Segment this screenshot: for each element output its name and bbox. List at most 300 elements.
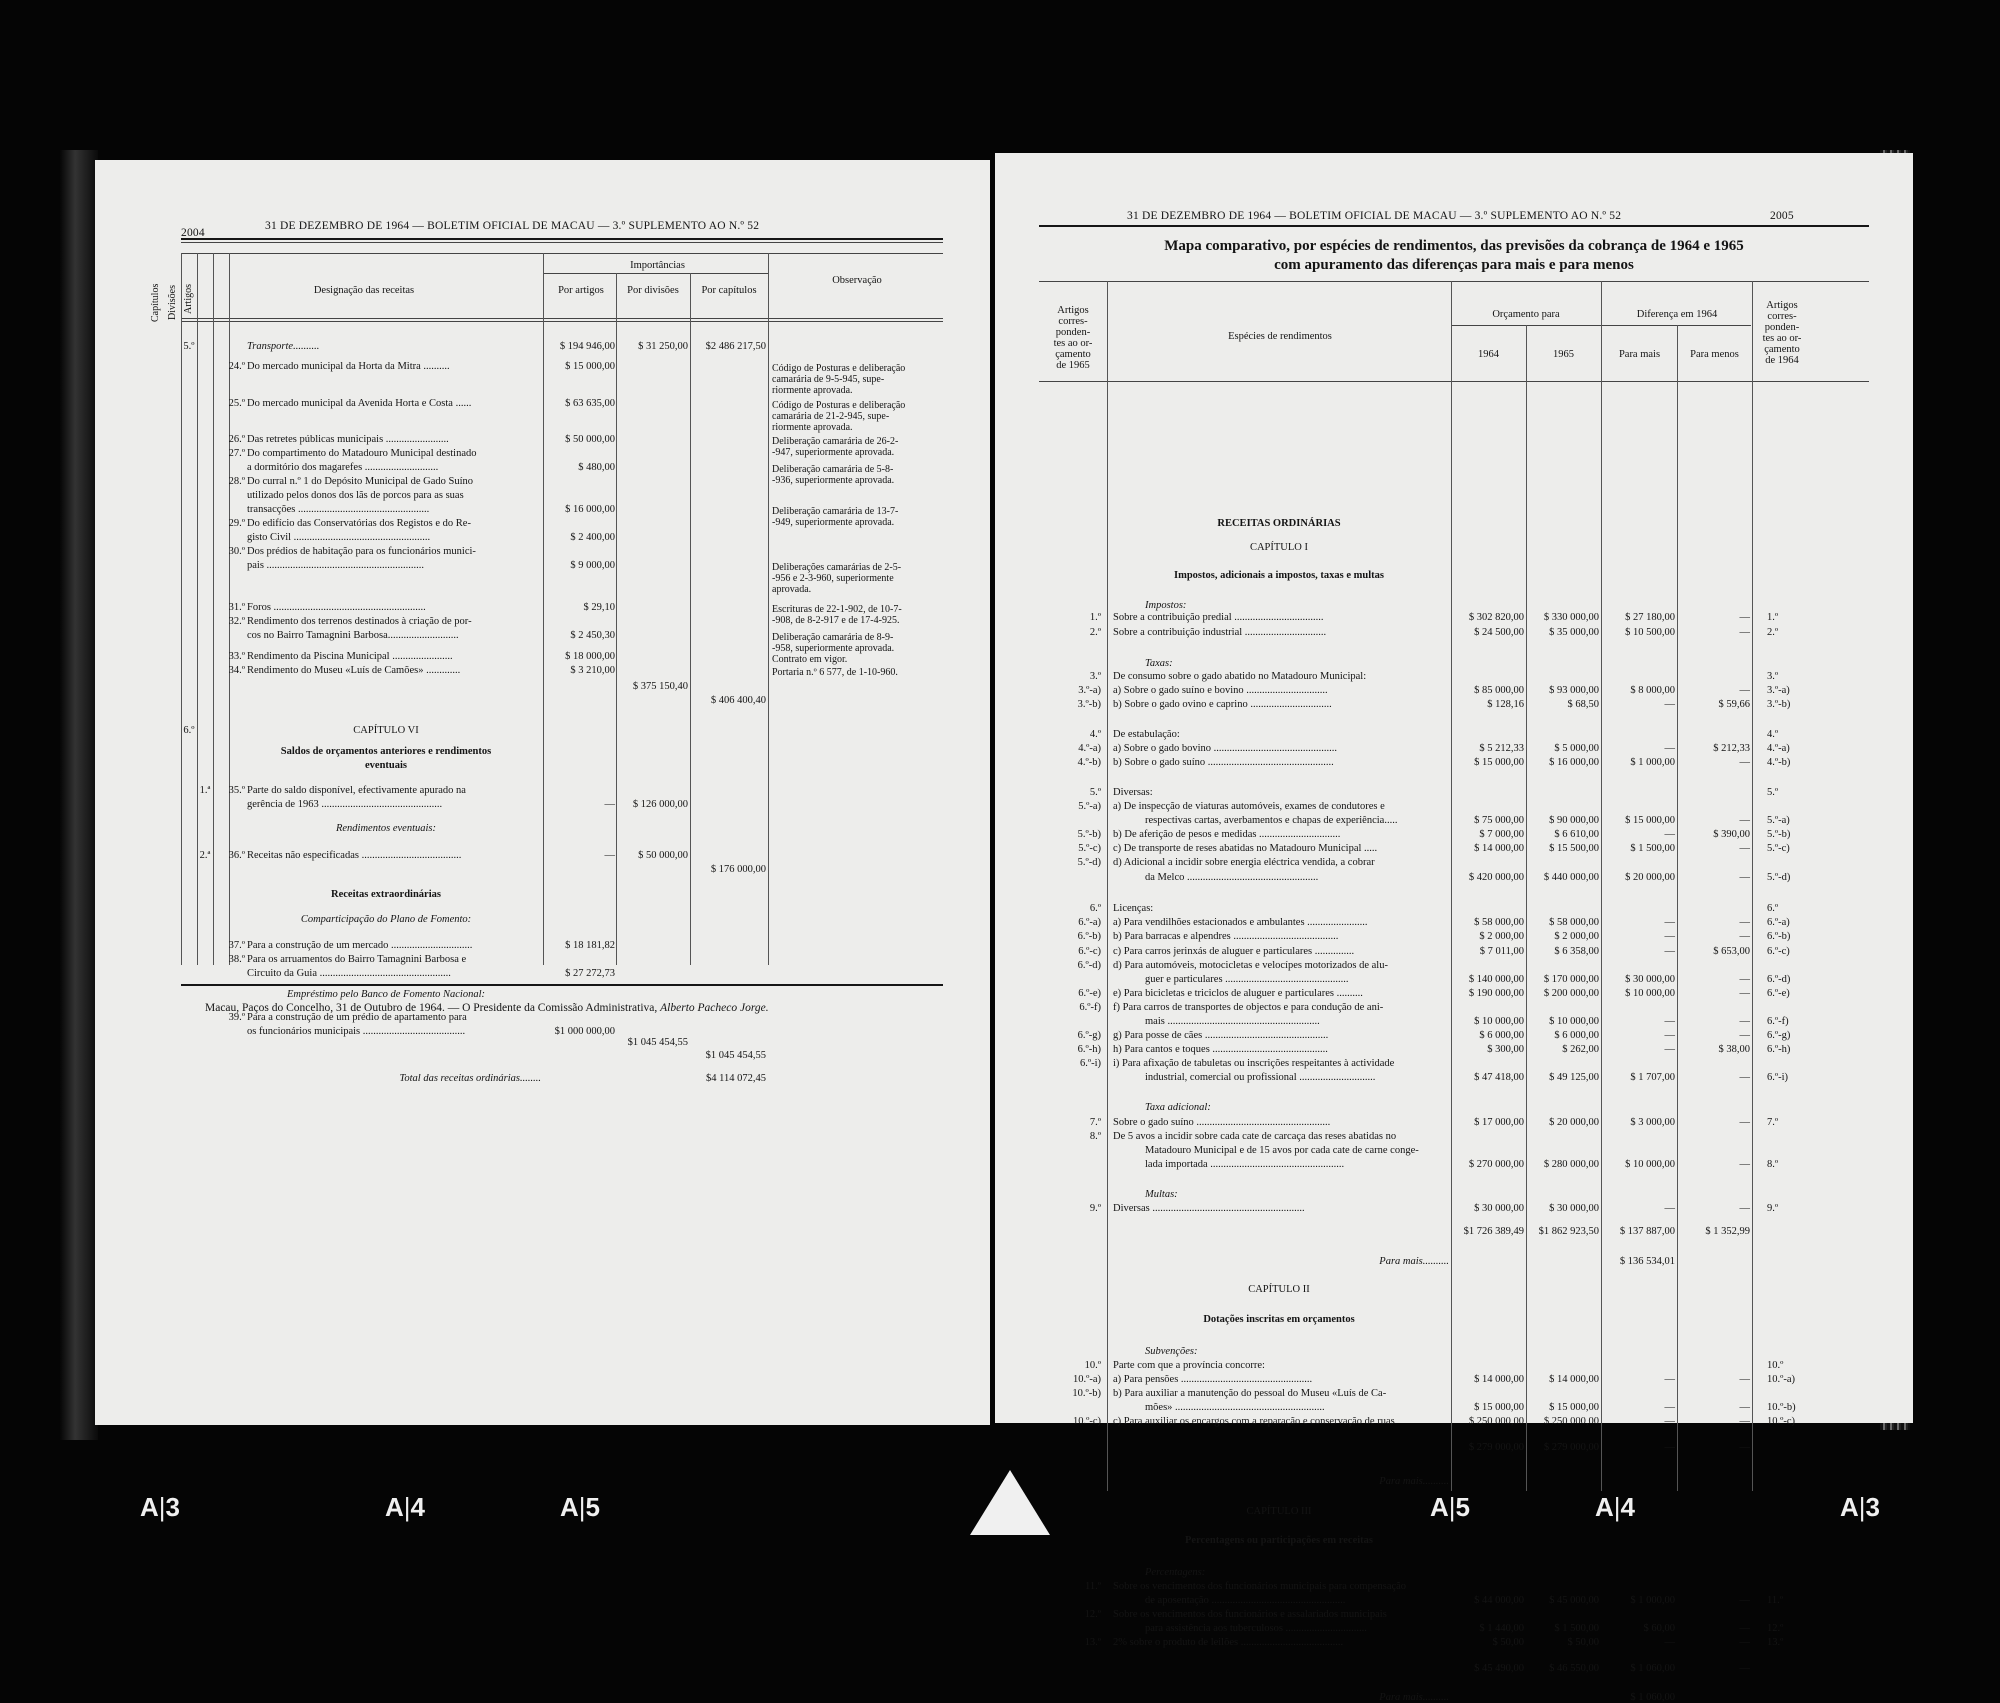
- film-notch: [970, 1470, 1050, 1535]
- difference-para-menos: $ 653,00: [1713, 945, 1750, 957]
- revenue-kind-line: a) De inspecção de viaturas automóveis, exames de condutores e: [1113, 801, 1385, 813]
- left-footer: [205, 1002, 769, 1014]
- observation-line: Deliberação camarária de 8-9-: [772, 632, 894, 644]
- observation-line: -936, superiormente aprovada.: [772, 474, 895, 486]
- value-1965: $ 30 000,00: [1549, 1203, 1599, 1215]
- col-header-fragment: corres-: [1058, 316, 1088, 327]
- revenue-line: Rendimento do Museu «Luís de Camões» .............: [247, 664, 461, 676]
- article-1964: 10.º-b): [1767, 1402, 1796, 1414]
- revenue-line: Do edifício das Conservatórias dos Registos e do Re-: [247, 518, 471, 530]
- revenue-line: pais ............................................................: [247, 560, 425, 572]
- observation-line: camarária de 21-2-945, supe-: [772, 411, 890, 423]
- value-1964: $ 50,00: [1492, 1637, 1524, 1649]
- amount-por-capitulos: $1 045 454,55: [705, 1050, 766, 1062]
- article-1965: 6.º-c): [1078, 945, 1101, 957]
- film-frame-mark: A|4: [385, 1492, 426, 1522]
- value-1965: $ 46 550,00: [1549, 1662, 1599, 1674]
- article-number: 24.º: [228, 361, 245, 373]
- revenue-line: transacções ..................................................: [247, 504, 430, 516]
- revenue-kind-line: 2% sobre o produto de leilões .......................................: [1113, 1637, 1344, 1649]
- article-1965: 9.º: [1089, 1203, 1101, 1215]
- revenue-line: Empréstimo pelo Banco de Fomento Nacional:: [286, 988, 485, 1000]
- article-number: 27.º: [228, 447, 245, 459]
- observation-line: Contrato em vigor.: [772, 654, 848, 666]
- value-1964: $ 7 000,00: [1479, 829, 1524, 841]
- revenue-kind-line: Subvenções:: [1145, 1346, 1198, 1358]
- amount-por-artigos: $ 194 946,00: [559, 340, 615, 352]
- article-1965: 6.º-h): [1077, 1043, 1101, 1055]
- article-1964: 10.º-c): [1767, 1416, 1796, 1428]
- article-1965: 10.º: [1084, 1360, 1101, 1372]
- amount-por-capitulos: $ 406 400,40: [710, 695, 766, 707]
- chapter-number: 5.º: [183, 340, 195, 352]
- article-number: 26.º: [228, 433, 245, 445]
- value-1964: $ 190 000,00: [1468, 987, 1524, 999]
- amount-por-capitulos: $4 114 072,45: [706, 1073, 766, 1085]
- article-1965: 6.º-b): [1077, 931, 1101, 943]
- difference-para-menos: —: [1739, 1374, 1750, 1386]
- table-title-line1: Mapa comparativo, por espécies de rendimentos, das previsões da cobrança de 1964 e 1965: [1164, 238, 1744, 254]
- value-1965: $ 200 000,00: [1543, 987, 1599, 999]
- col-header-fragment: Artigos: [1766, 300, 1798, 311]
- article-number: 35.º: [228, 784, 245, 796]
- article-1965: 10.º-a): [1072, 1374, 1101, 1386]
- article-1964: 12.º: [1767, 1623, 1784, 1635]
- difference-para-mais: $ 1 000,00: [1630, 1595, 1675, 1606]
- revenue-line: Circuito da Guia ..................................................: [247, 968, 451, 980]
- col-header-fragment: çamento: [1764, 344, 1800, 355]
- value-1965: $ 1 500,00: [1554, 1623, 1599, 1635]
- article-1964: 3.º-a): [1767, 685, 1790, 697]
- difference-para-mais: $ 3 000,00: [1630, 1116, 1675, 1128]
- revenue-kind-line: b) Sobre o gado ovino e caprino ...............................: [1113, 699, 1332, 711]
- difference-para-mais: —: [1664, 829, 1675, 841]
- value-1965: $ 2 000,00: [1554, 931, 1599, 943]
- value-1965: $1 862 923,50: [1538, 1226, 1599, 1238]
- difference-para-menos: —: [1739, 815, 1750, 827]
- difference-para-mais: $ 136 534,01: [1619, 1255, 1675, 1267]
- difference-para-menos: —: [1739, 1203, 1750, 1215]
- article-1964: 2.º: [1767, 626, 1779, 638]
- article-1965: 6.º-g): [1077, 1029, 1101, 1041]
- revenue-kind-line: Sobre a contribuição industrial ...............................: [1113, 626, 1327, 638]
- revenue-kind-line: da Melco ..................................................: [1145, 871, 1319, 883]
- col-header-por-divisoes: Por divisões: [627, 285, 679, 296]
- amount-por-divisoes: $ 375 150,40: [632, 681, 688, 693]
- col-header-especies: Espécies de rendimentos: [1228, 331, 1332, 342]
- article-1964: 6.º-i): [1767, 1071, 1789, 1083]
- revenue-line: Rendimento da Piscina Municipal .......................: [247, 650, 453, 662]
- revenue-line: Total das receitas ordinárias........: [399, 1073, 541, 1085]
- article-number: 29.º: [228, 518, 245, 530]
- article-1965: 7.º: [1089, 1116, 1101, 1128]
- value-1965: $ 6 000,00: [1554, 1029, 1599, 1041]
- difference-para-mais: $ 137 887,00: [1619, 1226, 1675, 1238]
- head-rule: [181, 238, 943, 240]
- difference-para-mais: —: [1664, 1441, 1675, 1453]
- col-header-diferenca: Diferença em 1964: [1636, 309, 1718, 320]
- revenue-kind-line: Parte com que a província concorre:: [1113, 1360, 1265, 1372]
- revenue-kind-line: d) Para automóveis, motocicletas e velocípes motorizados de alu-: [1113, 959, 1388, 971]
- article-number: 25.º: [228, 398, 245, 410]
- difference-para-menos: —: [1739, 1071, 1750, 1083]
- article-1965: 13.º: [1084, 1637, 1101, 1649]
- revenue-line: Para os arruamentos do Bairro Tamagnini Barbosa e: [247, 954, 467, 966]
- observation-line: -956 e 2-3-960, superiormente: [772, 573, 894, 585]
- col-header-fragment: tes ao or-: [1053, 338, 1093, 349]
- difference-para-menos: —: [1739, 1116, 1750, 1128]
- revenue-line: Para a construção de um mercado ...............................: [247, 940, 473, 952]
- article-1965: 5.º-a): [1078, 801, 1101, 813]
- observation-line: -947, superiormente aprovada.: [772, 446, 895, 458]
- value-1964: $ 7 011,00: [1479, 945, 1524, 957]
- table-title-line2: com apuramento das diferenças para mais e para menos: [1274, 257, 1634, 273]
- observation-line: riormente aprovada.: [772, 422, 853, 434]
- value-1964: $ 24 500,00: [1474, 626, 1524, 638]
- revenue-kind-line: CAPÍTULO I: [1249, 542, 1309, 554]
- amount-por-divisoes: $1 045 454,55: [627, 1037, 688, 1049]
- value-1964: $ 420 000,00: [1468, 871, 1524, 883]
- difference-para-mais: —: [1664, 1374, 1675, 1386]
- value-1964: $ 6 000,00: [1479, 1029, 1524, 1041]
- revenue-kind-line: Taxas:: [1145, 658, 1173, 670]
- article-1965: 1.º: [1089, 612, 1101, 624]
- value-1965: $ 6 610,00: [1554, 829, 1599, 841]
- value-1964: $ 75 000,00: [1474, 815, 1524, 827]
- value-1965: $ 280 000,00: [1543, 1158, 1599, 1170]
- revenue-kind-line: Multas:: [1145, 1189, 1178, 1201]
- difference-para-mais: $ 1 060,00: [1630, 1691, 1675, 1703]
- amount-por-artigos: —: [604, 798, 615, 810]
- revenue-kind-line: guer e particulares ...............................................: [1145, 973, 1349, 985]
- revenue-kind-line: c) Para carros jerinxás de aluguer e particulares ...............: [1113, 945, 1355, 957]
- revenue-kind-line: a) Para vendilhões estacionados e ambulantes .......................: [1113, 917, 1368, 929]
- value-1964: $ 14 000,00: [1474, 843, 1524, 855]
- difference-para-mais: $ 10 000,00: [1625, 987, 1675, 999]
- difference-para-mais: $ 20 000,00: [1625, 871, 1675, 883]
- difference-para-menos: —: [1739, 931, 1750, 943]
- value-1964: $ 58 000,00: [1474, 917, 1524, 929]
- article-1964: 6.º-b): [1767, 931, 1791, 943]
- value-1964: $ 140 000,00: [1468, 973, 1524, 985]
- article-1964: 8.º: [1767, 1158, 1779, 1170]
- difference-para-mais: $ 1 000,00: [1630, 756, 1675, 768]
- value-1965: $ 20 000,00: [1549, 1116, 1599, 1128]
- difference-para-menos: —: [1739, 1402, 1750, 1414]
- value-1964: $ 85 000,00: [1474, 685, 1524, 697]
- chapter-number: 6.º: [183, 724, 195, 736]
- revenue-line: Das retretes públicas municipais ........................: [247, 433, 449, 445]
- revenue-kind-line: lada importada ...................................................: [1145, 1158, 1345, 1170]
- value-1965: $ 14 000,00: [1549, 1374, 1599, 1386]
- value-1964: $ 44 000,00: [1474, 1595, 1524, 1606]
- difference-para-menos: $ 1 352,99: [1705, 1226, 1750, 1238]
- difference-para-mais: $ 8 000,00: [1630, 685, 1675, 697]
- observation-line: riormente aprovada.: [772, 385, 853, 397]
- right-page-number: 2005: [1770, 210, 1794, 222]
- article-1965: 3.º-a): [1078, 685, 1101, 697]
- revenue-line: Foros ..........................................................: [247, 602, 426, 614]
- value-1965: $ 45 000,00: [1549, 1595, 1599, 1606]
- revenue-kind-line: Percentagens ou participações em receitas: [1185, 1535, 1373, 1547]
- observation-line: Deliberações camarárias de 2-5-: [772, 562, 902, 574]
- difference-para-mais: $ 10 500,00: [1625, 626, 1675, 638]
- revenue-kind-line: a) Sobre o gado bovino ...............................................: [1113, 742, 1337, 754]
- difference-para-menos: $ 38,00: [1718, 1043, 1750, 1055]
- revenue-kind-line: CAPÍTULO III: [1246, 1505, 1312, 1517]
- revenue-kind-line: De estabulação:: [1113, 728, 1180, 740]
- revenue-line: Do mercado municipal da Horta da Mitra ..........: [247, 361, 450, 373]
- value-1964: $ 15 000,00: [1474, 756, 1524, 768]
- difference-para-menos: —: [1739, 1029, 1750, 1041]
- difference-para-menos: —: [1739, 612, 1750, 624]
- article-1964: 13.º: [1767, 1637, 1784, 1649]
- amount-por-artigos: $ 27 272,73: [565, 968, 615, 980]
- revenue-kind-line: Para mais..........: [1379, 1476, 1449, 1488]
- difference-para-menos: —: [1739, 626, 1750, 638]
- amount-por-artigos: $ 2 400,00: [570, 532, 615, 544]
- value-1965: $ 50,00: [1567, 1637, 1599, 1649]
- col-header-importancias: Importâncias: [630, 260, 685, 271]
- footer-text: Macau, Paços do Concelho, 31 de Outubro de 1964. — O Presidente da Comissão Administrativa,: [205, 1002, 658, 1014]
- article-1965: 10.º-c): [1072, 1416, 1101, 1428]
- revenue-line: Saldos de orçamentos anteriores e rendimentos: [280, 746, 492, 758]
- difference-para-mais: $ 30 000,00: [1625, 973, 1675, 985]
- col-header-artigos: Artigos: [183, 284, 194, 314]
- difference-para-menos: —: [1739, 987, 1750, 999]
- difference-para-menos: —: [1739, 871, 1750, 883]
- value-1965: $ 58 000,00: [1549, 917, 1599, 929]
- left-binding-shadow: [60, 150, 98, 1440]
- article-1964: 10.º-a): [1767, 1374, 1796, 1386]
- article-1965: 12.º: [1084, 1609, 1101, 1621]
- revenue-line: Receitas não especificadas ......................................: [247, 849, 462, 861]
- value-1965: $ 330 000,00: [1543, 612, 1599, 624]
- left-page: [95, 160, 990, 1425]
- revenue-kind-line: Sobre os vencimentos dos funcionários municipais para compensação: [1113, 1580, 1407, 1592]
- value-1964: $ 17 000,00: [1474, 1116, 1524, 1128]
- value-1965: $ 15 500,00: [1549, 843, 1599, 855]
- article-1965: 11.º: [1085, 1580, 1101, 1592]
- amount-por-artigos: $ 63 635,00: [565, 398, 615, 410]
- observation-line: Deliberação camarária de 5-8-: [772, 463, 894, 475]
- difference-para-menos: —: [1739, 973, 1750, 985]
- difference-para-menos: $ 390,00: [1713, 829, 1750, 841]
- col-header-fragment: ponden-: [1764, 322, 1800, 333]
- revenue-line: gisto Civil ....................................................: [247, 532, 431, 544]
- amount-por-artigos: $ 50 000,00: [565, 433, 615, 445]
- article-1964: 5.º-d): [1767, 871, 1791, 883]
- article-number: 36.º: [228, 849, 245, 861]
- article-1964: 5.º-a): [1767, 815, 1790, 827]
- article-1964: 9.º: [1767, 1203, 1779, 1215]
- film-frame-mark: A|3: [140, 1492, 181, 1522]
- article-1964: 6.º-g): [1767, 1029, 1791, 1041]
- difference-para-mais: $ 27 180,00: [1625, 612, 1675, 624]
- col-header-por-capitulos: Por capítulos: [701, 285, 757, 296]
- amount-por-capitulos: $2 486 217,50: [705, 340, 766, 352]
- article-1964: 10.º: [1767, 1360, 1784, 1372]
- article-1965: 6.º: [1089, 903, 1101, 915]
- value-1964: $ 30 000,00: [1474, 1203, 1524, 1215]
- article-1964: 11.º: [1767, 1595, 1783, 1606]
- amount-por-artigos: $1 000 000,00: [554, 1025, 615, 1037]
- value-1964: $ 128,16: [1487, 699, 1524, 711]
- difference-para-menos: —: [1739, 1637, 1750, 1649]
- revenue-line: gerência de 1963 ..............................................: [247, 798, 443, 810]
- article-1965: 4.º-b): [1077, 756, 1101, 768]
- value-1965: $ 6 358,00: [1554, 945, 1599, 957]
- article-1964: 5.º-b): [1767, 829, 1791, 841]
- article-number: 31.º: [228, 602, 245, 614]
- revenue-kind-line: Matadouro Municipal e de 15 avos por cada cate de carne conge-: [1145, 1144, 1419, 1156]
- revenue-kind-line: para assistência aos tuberculosos ...............................: [1145, 1623, 1367, 1635]
- film-frame-mark: A|5: [560, 1492, 601, 1522]
- article-1965: 5.º-d): [1077, 857, 1101, 869]
- observation-line: -949, superiormente aprovada.: [772, 517, 895, 529]
- article-1964: 4.º-a): [1767, 742, 1790, 754]
- revenue-kind-line: b) Para auxiliar a manutenção do pessoal do Museu «Luís de Ca-: [1113, 1388, 1387, 1400]
- revenue-line: cos no Bairro Tamagnini Barbosa...........................: [247, 630, 459, 642]
- article-1964: 6.º-c): [1767, 945, 1790, 957]
- article-1965: 4.º-a): [1078, 742, 1101, 754]
- value-1965: $ 93 000,00: [1549, 685, 1599, 697]
- revenue-line: Rendimento dos terrenos destinados à criação de por-: [247, 616, 472, 628]
- revenue-kind-line: Percentagens:: [1145, 1566, 1206, 1578]
- article-1965: 3.º-b): [1077, 699, 1101, 711]
- article-number: 34.º: [228, 664, 245, 676]
- revenue-line: os funcionários municipais .......................................: [247, 1025, 466, 1037]
- value-1965: $ 5 000,00: [1554, 742, 1599, 754]
- value-1965: $ 16 000,00: [1549, 756, 1599, 768]
- difference-para-menos: —: [1739, 1623, 1750, 1635]
- article-1965: 10.º-b): [1072, 1388, 1101, 1400]
- amount-por-artigos: $ 3 210,00: [570, 664, 615, 676]
- amount-por-divisoes: $ 31 250,00: [638, 340, 688, 352]
- difference-para-mais: —: [1664, 742, 1675, 754]
- article-1965: 3.º: [1089, 671, 1101, 683]
- revenue-line: Receitas extraordinárias: [331, 889, 441, 901]
- observation-line: camarária de 9-5-945, supe-: [772, 374, 885, 386]
- right-page: [995, 153, 1913, 1703]
- article-1964: 6.º: [1767, 903, 1779, 915]
- left-running-head: 31 DE DEZEMBRO DE 1964 — BOLETIM OFICIAL DE MACAU — 3.º SUPLEMENTO AO N.º 52: [265, 220, 760, 232]
- col-header-fragment: tes ao or-: [1762, 333, 1802, 344]
- difference-para-mais: —: [1664, 1637, 1675, 1649]
- revenue-kind-line: Impostos, adicionais a impostos, taxas e multas: [1173, 570, 1385, 582]
- article-number: 33.º: [228, 650, 245, 662]
- revenue-kind-line: Diversas ..........................................................: [1113, 1203, 1305, 1215]
- value-1965: $ 262,00: [1562, 1043, 1599, 1055]
- value-1964: $ 5 212,33: [1479, 742, 1524, 754]
- article-1964: 3.º-b): [1767, 699, 1791, 711]
- revenue-kind-line: b) Sobre o gado suíno ................................................: [1113, 756, 1334, 768]
- amount-por-artigos: —: [604, 849, 615, 861]
- revenue-kind-line: Diversas:: [1113, 787, 1153, 799]
- value-1964: $ 10 000,00: [1474, 1015, 1524, 1027]
- article-1965: 2.º: [1089, 626, 1101, 638]
- revenue-kind-line: c) De transporte de reses abatidas no Matadouro Municipal .....: [1113, 843, 1378, 855]
- article-1965: 6.º-d): [1077, 959, 1101, 971]
- difference-para-mais: —: [1664, 1015, 1675, 1027]
- difference-para-mais: —: [1664, 1416, 1675, 1428]
- revenue-kind-line: respectivas cartas, averbamentos e chapas de experiência.....: [1145, 815, 1398, 827]
- revenue-kind-line: mais ..........................................................: [1145, 1015, 1320, 1027]
- signature: Alberto Pacheco Jorge.: [660, 1002, 769, 1014]
- value-1964: $ 250 000,00: [1468, 1416, 1524, 1428]
- revenue-kind-line: CAPÍTULO II: [1248, 1283, 1310, 1295]
- article-1964: 6.º-e): [1767, 987, 1790, 999]
- observation-line: aprovada.: [772, 584, 812, 596]
- article-1965: 6.º-f): [1079, 1001, 1101, 1013]
- article-1964: 4.º-b): [1767, 756, 1791, 768]
- col-header-artigos-1965: [1039, 305, 1107, 371]
- amount-por-artigos: $ 15 000,00: [565, 361, 615, 373]
- col-header-fragment: ponden-: [1055, 327, 1091, 338]
- value-1964: $ 300,00: [1487, 1043, 1524, 1055]
- difference-para-menos: —: [1739, 843, 1750, 855]
- col-header-1964: 1964: [1478, 349, 1499, 360]
- value-1965: $ 49 125,00: [1549, 1071, 1599, 1083]
- article-1965: 5.º: [1089, 787, 1101, 799]
- amount-por-divisoes: $ 126 000,00: [632, 798, 688, 810]
- amount-por-artigos: $ 16 000,00: [565, 504, 615, 516]
- revenue-line: Do mercado municipal da Avenida Horta e Costa ......: [247, 398, 472, 410]
- division-number: 1.ª: [199, 784, 211, 796]
- value-1965: $ 170 000,00: [1543, 973, 1599, 985]
- difference-para-mais: $ 1 707,00: [1630, 1071, 1675, 1083]
- revenue-kind-line: g) Para posse de cães ...............................................: [1113, 1029, 1329, 1041]
- difference-para-menos: —: [1739, 685, 1750, 697]
- revenue-kind-line: De consumo sobre o gado abatido no Matadouro Municipal:: [1113, 671, 1367, 683]
- article-1964: 5.º-c): [1767, 843, 1790, 855]
- revenue-kind-line: industrial, comercial ou profissional .............................: [1145, 1071, 1376, 1083]
- revenue-kind-line: mões» .........................................................: [1145, 1402, 1325, 1414]
- film-frame-mark: A|3: [1840, 1492, 1881, 1522]
- value-1964: $ 302 820,00: [1468, 612, 1524, 624]
- value-1964: $ 15 000,00: [1474, 1402, 1524, 1414]
- col-header-fragment: de 1965: [1056, 360, 1090, 371]
- revenue-kind-line: e) Para bicicletas e triciclos de aluguer e particulares ..........: [1113, 987, 1363, 999]
- col-header-orcamento: Orçamento para: [1492, 309, 1560, 320]
- difference-para-menos: —: [1739, 1662, 1750, 1674]
- observation-line: Escrituras de 22-1-902, de 10-7-: [772, 604, 902, 616]
- col-header-fragment: de 1964: [1765, 355, 1799, 366]
- col-header-1965: 1965: [1553, 349, 1574, 360]
- amount-por-artigos: $ 18 181,82: [565, 940, 615, 952]
- revenue-line: Para a construção de um prédio de apartamento para: [247, 1011, 467, 1023]
- value-1964: $1 726 389,49: [1463, 1226, 1524, 1238]
- value-1964: $ 1 440,00: [1479, 1623, 1524, 1635]
- article-1965: 5.º-c): [1078, 843, 1101, 855]
- value-1965: $ 10 000,00: [1549, 1015, 1599, 1027]
- revenue-kind-line: a) Sobre o gado suíno e bovino ...............................: [1113, 685, 1328, 697]
- revenue-line: utilizado pelos donos dos lãs de porcos para as suas: [247, 489, 464, 501]
- revenue-kind-line: b) De aferição de pesos e medidas ...............................: [1113, 829, 1341, 841]
- difference-para-menos: —: [1739, 1015, 1750, 1027]
- col-header-capitulos: Capítulos: [150, 283, 161, 322]
- article-1965: 6.º-e): [1078, 987, 1101, 999]
- difference-para-menos: —: [1739, 1595, 1750, 1606]
- observation-line: Deliberação camarária de 13-7-: [772, 506, 899, 518]
- col-header-artigos-1964: [1752, 300, 1812, 366]
- article-1965: 8.º: [1089, 1130, 1101, 1142]
- revenue-line: Rendimentos eventuais:: [335, 823, 436, 835]
- revenue-kind-line: f) Para carros de transportes de objectos e para condução de ani-: [1113, 1001, 1384, 1013]
- difference-para-menos: —: [1739, 1416, 1750, 1428]
- col-header-fragment: çamento: [1055, 349, 1091, 360]
- amount-por-artigos: $ 9 000,00: [570, 560, 615, 572]
